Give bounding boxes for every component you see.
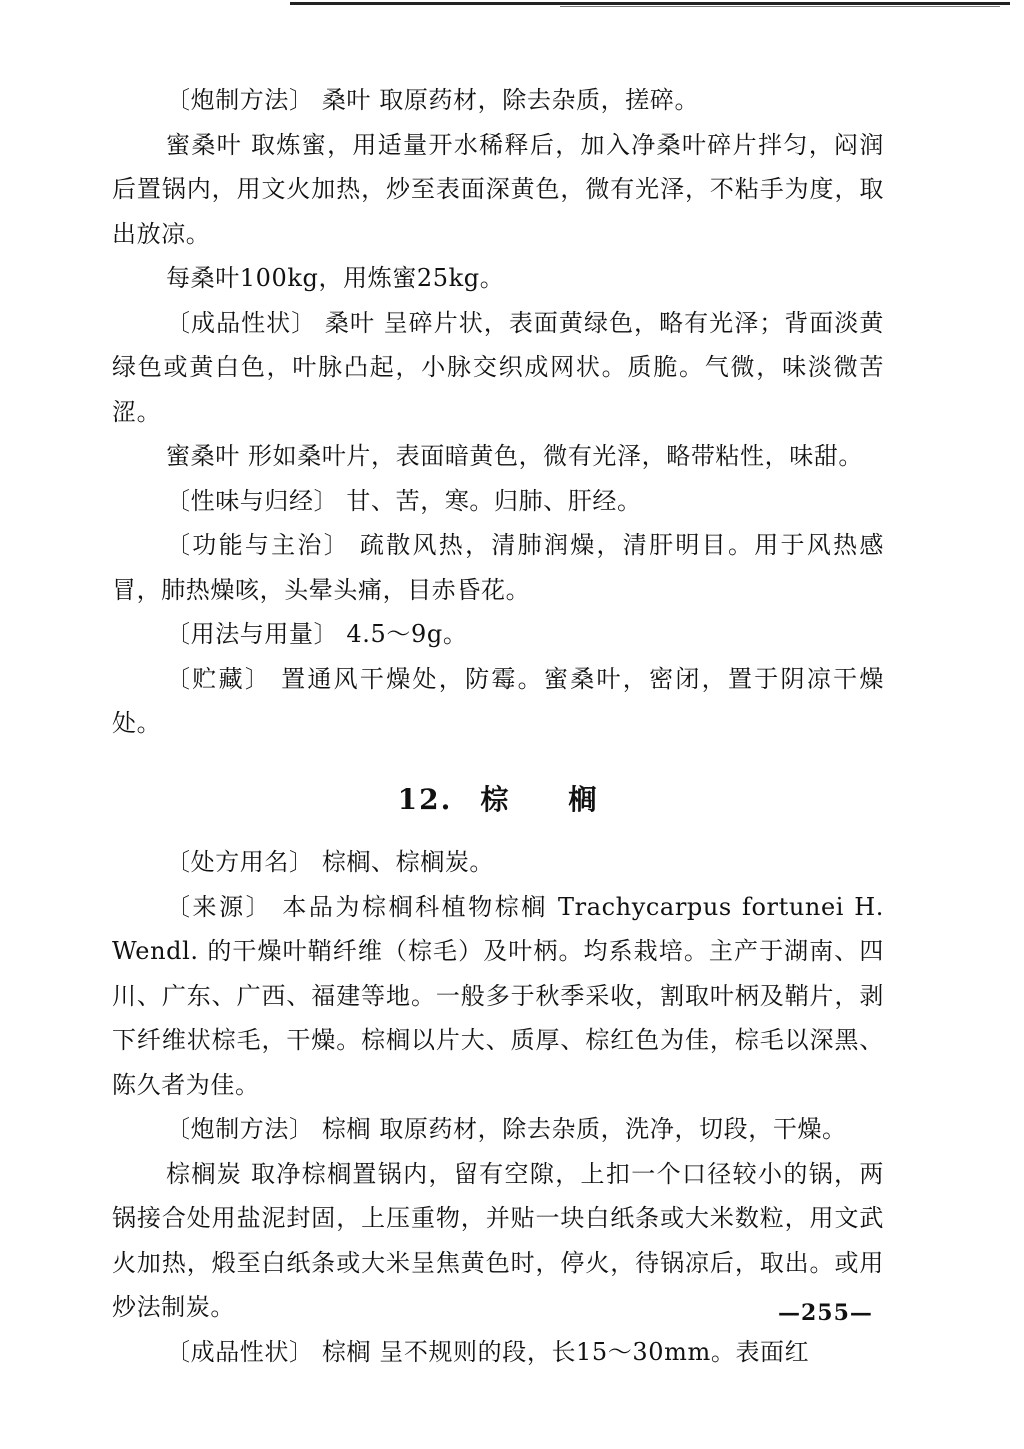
section-number: 12. xyxy=(397,782,453,816)
page-body xyxy=(112,78,884,1374)
paragraph-storage: 〔贮藏〕 置通风干燥处，防霉。蜜桑叶，密闭，置于阴凉干燥处。 xyxy=(112,664,884,737)
paragraph-nature-and-meridian: 〔性味与归经〕 甘、苦，寒。归肺、肝经。 xyxy=(166,486,642,515)
page-number: —255— xyxy=(778,1300,873,1326)
paragraph-processing-method: 〔炮制方法〕 桑叶 取原药材，除去杂质，搓碎。 xyxy=(166,86,700,114)
section-heading xyxy=(112,778,884,823)
paragraph-honey-ratio: 每桑叶100kg，用炼蜜25kg。 xyxy=(166,264,505,292)
paragraph-trachycarpus-charcoal: 棕榈炭 取净棕榈置锅内，留有空隙，上扣一个口径较小的锅，两锅接合处用盐泥封固，上压重物，并贴一块白纸条或大米数粒，用文武火加热，煅至白纸条或大米呈焦黄色时，停火，待锅凉后，取出。或用炒法制炭。 xyxy=(112,1159,884,1321)
top-border-line xyxy=(290,2,1010,5)
top-border-line-thin xyxy=(560,6,1000,7)
paragraph-dosage: 〔用法与用量〕 4.5～9g。 xyxy=(166,620,468,648)
paragraph-product-characteristics: 〔成品性状〕 桑叶 呈碎片状，表面黄绿色，略有光泽；背面淡黄绿色或黄白色，叶脉凸起，小脉交织成网状。质脆。气微，味淡微苦涩。 xyxy=(112,308,884,426)
section-title-char-2: 榈 xyxy=(568,782,599,816)
paragraph-trachycarpus-characteristics: 〔成品性状〕 棕榈 呈不规则的段，长15～30mm。表面红 xyxy=(166,1337,810,1366)
paragraph-source: 〔来源〕 本品为棕榈科植物棕榈 Trachycarpus fortunei H. Wendl. 的干燥叶鞘纤维（棕毛）及叶柄。均系栽培。主产于湖南、四川、广东、广西、福建等地。一般多于秋季采收，割取叶柄及鞘片，剥下纤维状棕毛，干燥。棕榈以片大、质厚、棕红色为佳，棕毛以深黑、陈久者为佳。 xyxy=(112,892,884,1099)
paragraph-trachycarpus-processing: 〔炮制方法〕 棕榈 取原药材，除去杂质，洗净，切段，干燥。 xyxy=(166,1115,847,1143)
paragraph-honey-leaf-characteristics: 蜜桑叶 形如桑叶片，表面暗黄色，微有光泽，略带粘性，味甜。 xyxy=(166,442,864,470)
paragraph-functions: 〔功能与主治〕 疏散风热，清肺润燥，清肝明目。用于风热感冒，肺热燥咳，头晕头痛，目赤昏花。 xyxy=(112,531,884,604)
paragraph-prescription-names: 〔处方用名〕 棕榈、棕榈炭。 xyxy=(166,848,495,876)
section-title-char-1: 棕 xyxy=(480,782,511,816)
paragraph-honey-mulberry-leaf: 蜜桑叶 取炼蜜，用适量开水稀释后，加入净桑叶碎片拌匀，闷润后置锅内，用文火加热，炒至表面深黄色，微有光泽，不粘手为度，取出放凉。 xyxy=(112,130,884,248)
